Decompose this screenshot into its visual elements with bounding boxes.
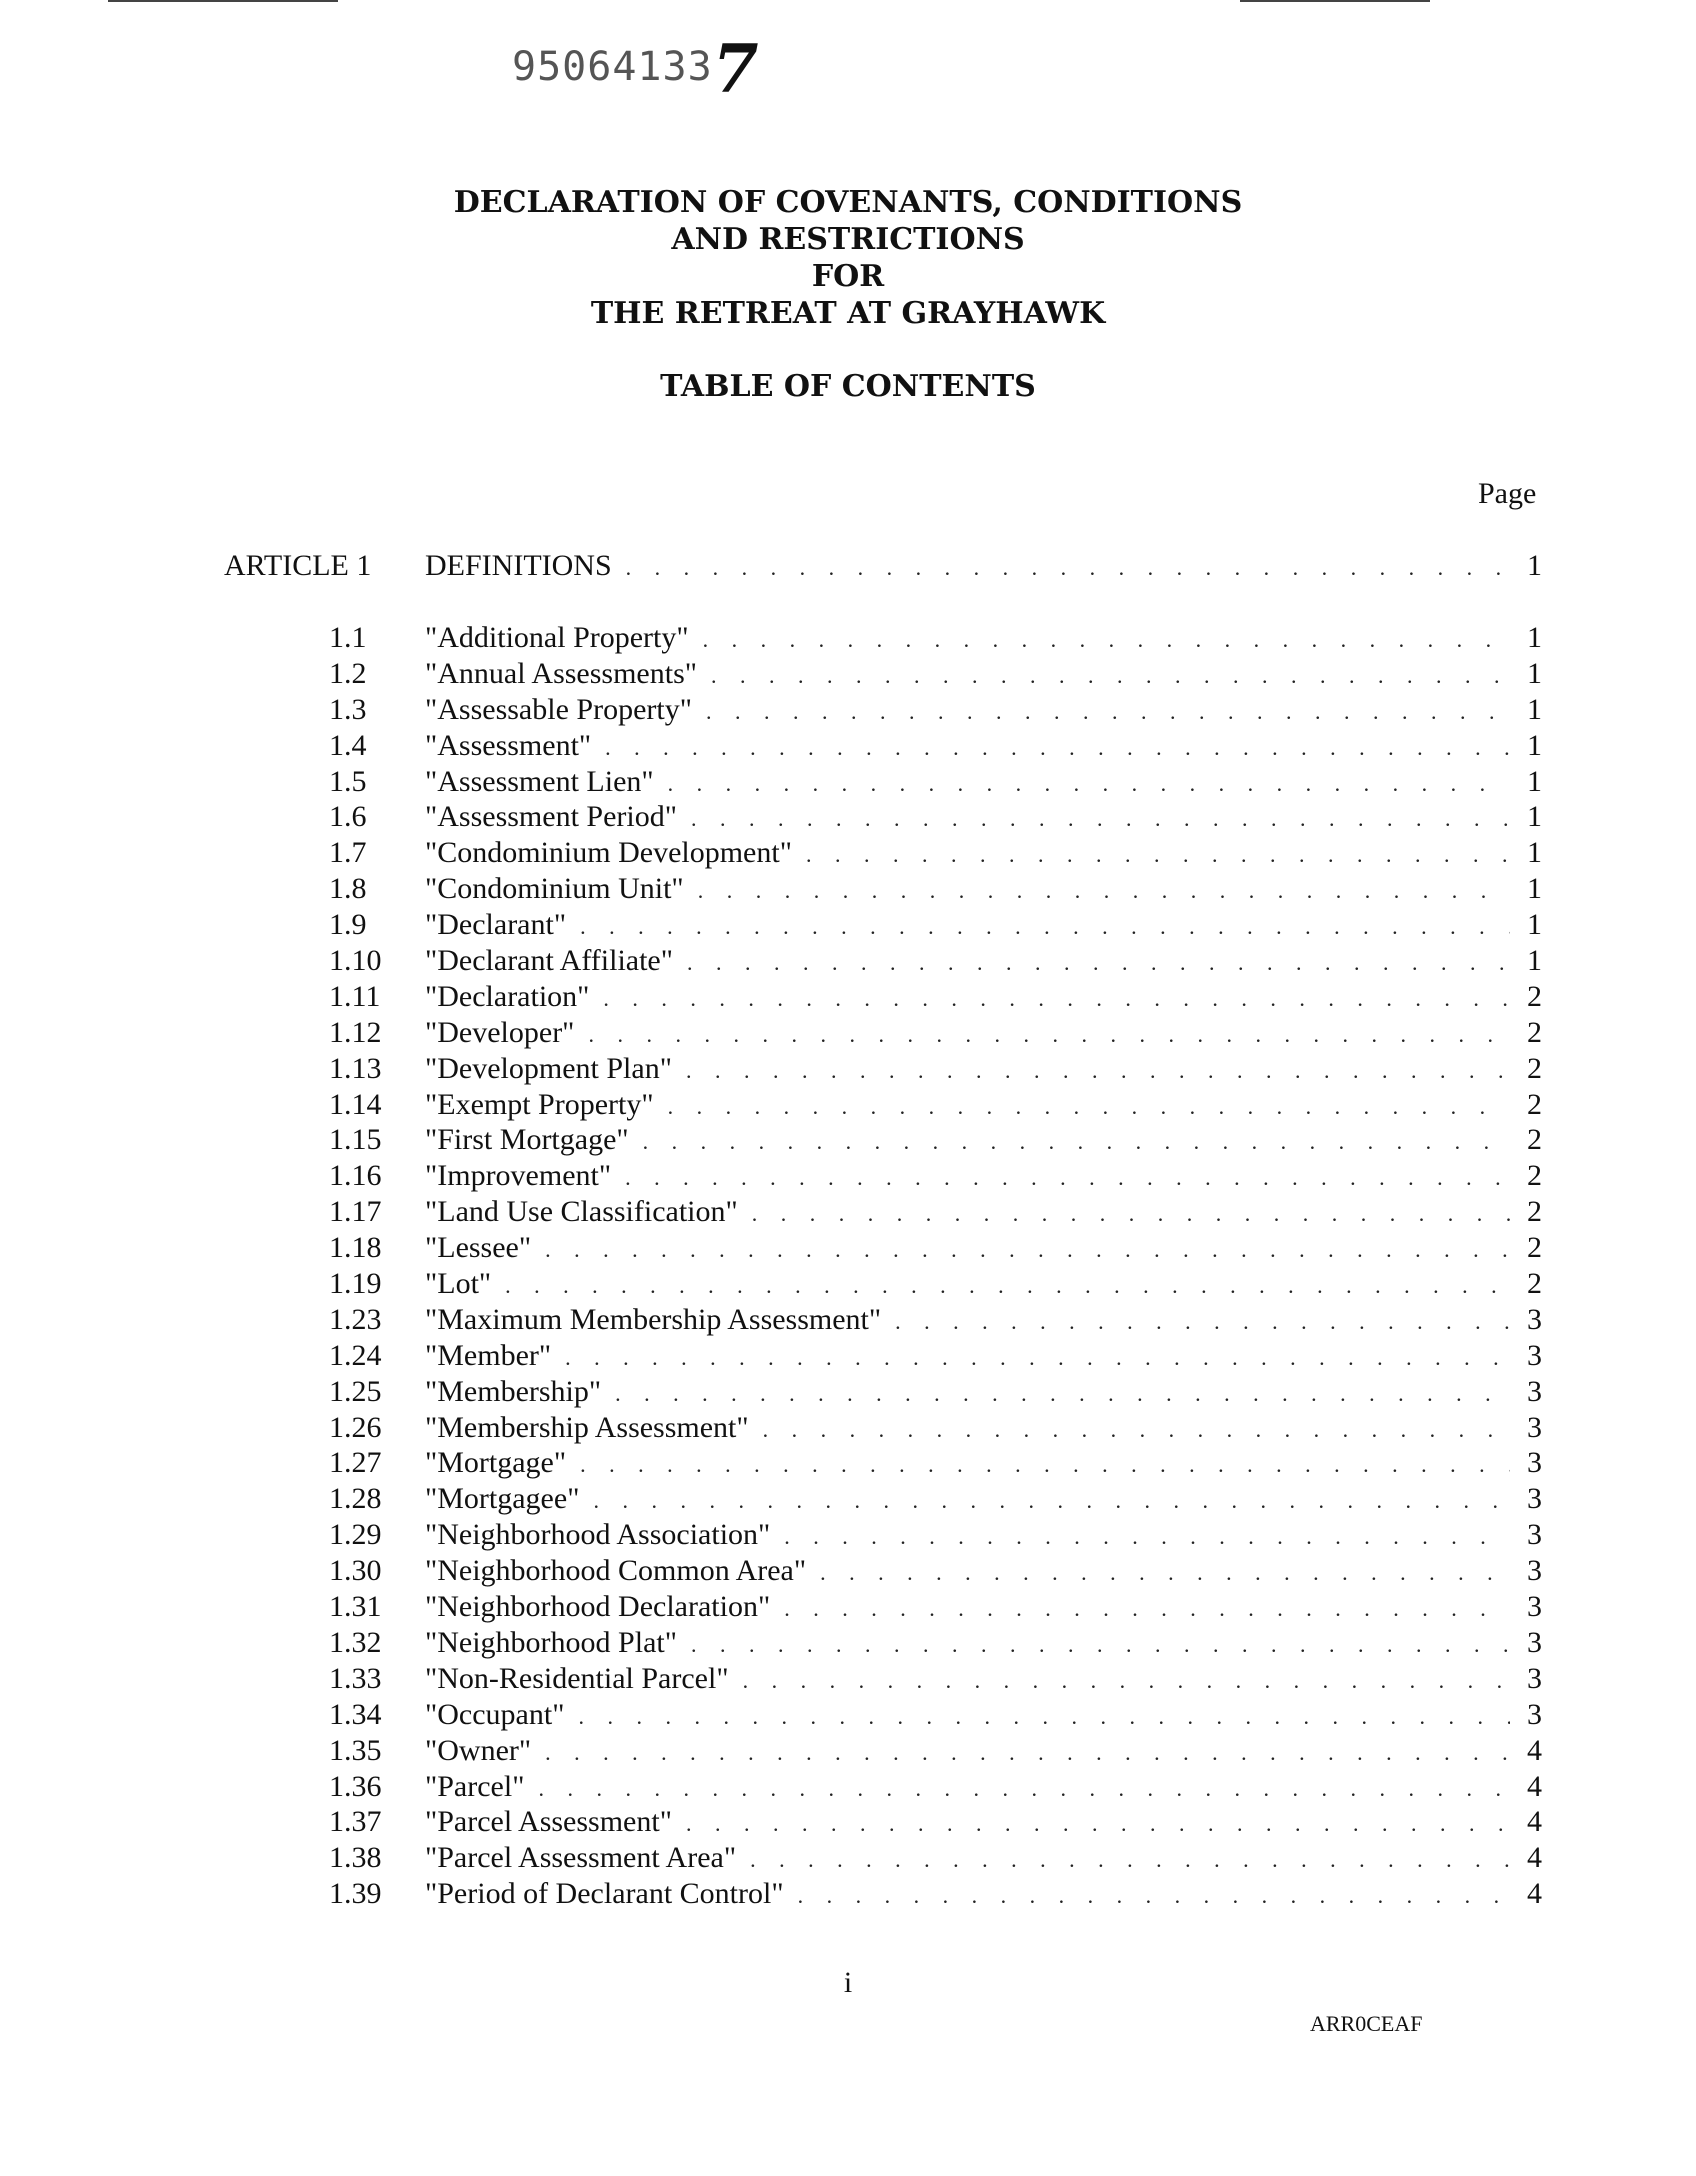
entry-title: "Membership Assessment" xyxy=(425,1410,749,1444)
entry-page: 4 xyxy=(1527,1733,1542,1767)
dot-leader xyxy=(691,806,1510,832)
entry-page: 3 xyxy=(1527,1446,1542,1480)
entry-page: 3 xyxy=(1527,1518,1542,1552)
entry-title: "Assessment" xyxy=(425,728,592,762)
toc-entry xyxy=(224,729,1542,765)
entry-number: 1.10 xyxy=(329,944,382,978)
entry-page: 3 xyxy=(1527,1661,1542,1695)
toc-entry xyxy=(224,1195,1542,1231)
toc-entry xyxy=(224,944,1542,980)
toc-entry xyxy=(224,980,1542,1016)
entry-number: 1.24 xyxy=(329,1338,382,1372)
entry-title: "Mortgagee" xyxy=(425,1482,580,1516)
toc-entry xyxy=(224,1303,1542,1339)
entry-title: "First Mortgage" xyxy=(425,1123,629,1157)
entry-page: 1 xyxy=(1527,836,1542,870)
entry-page: 4 xyxy=(1527,1841,1542,1875)
entry-number: 1.4 xyxy=(329,728,367,762)
scan-edge-line-right xyxy=(1240,0,1430,2)
entry-title: "Neighborhood Plat" xyxy=(425,1625,677,1659)
dot-leader xyxy=(784,1596,1510,1622)
dot-leader xyxy=(505,1273,1510,1299)
page-folio: i xyxy=(843,1966,853,1999)
title-line-3: FOR xyxy=(811,259,885,294)
entry-title: "Period of Declarant Control" xyxy=(425,1877,784,1911)
entry-title: "Member" xyxy=(425,1338,552,1372)
entry-number: 1.1 xyxy=(329,621,367,654)
dot-leader xyxy=(593,1488,1510,1514)
entry-page: 1 xyxy=(1527,908,1542,942)
entry-number: 1.23 xyxy=(329,1302,382,1336)
entry-number: 1.7 xyxy=(329,836,367,870)
toc-entry xyxy=(224,1841,1542,1877)
entry-page: 2 xyxy=(1527,1123,1542,1157)
entry-number: 1.28 xyxy=(329,1482,382,1516)
entry-title: "Occupant" xyxy=(425,1697,565,1731)
toc-entry xyxy=(224,1554,1542,1590)
entry-title: "Condominium Development" xyxy=(425,836,792,870)
toc-entry xyxy=(224,1267,1542,1303)
article-title: DEFINITIONS xyxy=(425,549,612,582)
entry-number: 1.25 xyxy=(329,1374,382,1408)
entry-title: "Non-Residential Parcel" xyxy=(425,1661,729,1695)
entry-number: 1.34 xyxy=(329,1697,382,1731)
entry-title: "Condominium Unit" xyxy=(425,872,684,906)
entry-page: 1 xyxy=(1527,692,1542,726)
entry-title: "Development Plan" xyxy=(425,1051,672,1085)
entry-page: 3 xyxy=(1527,1625,1542,1659)
entry-page: 1 xyxy=(1527,764,1542,798)
entry-number: 1.35 xyxy=(329,1733,382,1767)
entry-number: 1.39 xyxy=(329,1877,382,1911)
entry-number: 1.33 xyxy=(329,1661,382,1695)
entry-title: "Neighborhood Common Area" xyxy=(425,1554,807,1588)
entry-number: 1.8 xyxy=(329,872,367,906)
entry-number: 1.11 xyxy=(329,979,381,1013)
entry-number: 1.30 xyxy=(329,1554,382,1588)
dot-leader xyxy=(545,1740,1510,1766)
entry-number: 1.3 xyxy=(329,692,367,726)
dot-leader xyxy=(538,1776,1510,1802)
entry-page: 3 xyxy=(1527,1338,1542,1372)
toc-entries xyxy=(224,621,1542,1913)
entry-number: 1.14 xyxy=(329,1087,382,1121)
dot-leader xyxy=(743,1668,1510,1694)
handwritten-digit: 7 xyxy=(712,30,760,108)
dot-leader xyxy=(578,1704,1510,1730)
entry-page: 2 xyxy=(1527,1267,1542,1301)
entry-page: 1 xyxy=(1527,800,1542,834)
dot-leader xyxy=(711,663,1510,689)
toc-entry xyxy=(224,1052,1542,1088)
entry-title: "Neighborhood Association" xyxy=(425,1518,771,1552)
toc-entry xyxy=(224,657,1542,693)
dot-leader xyxy=(643,1129,1510,1155)
entry-title: "Assessment Lien" xyxy=(425,764,654,798)
toc-entry xyxy=(224,1698,1542,1734)
toc-entry xyxy=(224,1123,1542,1159)
entry-title: "Annual Assessments" xyxy=(425,656,697,690)
toc-entry xyxy=(224,1446,1542,1482)
toc-entry xyxy=(224,1016,1542,1052)
dot-leader xyxy=(603,986,1510,1012)
entry-number: 1.38 xyxy=(329,1841,382,1875)
recording-number-stamp xyxy=(512,18,760,108)
entry-number: 1.5 xyxy=(329,764,367,798)
entry-number: 1.12 xyxy=(329,1015,382,1049)
toc-entry xyxy=(224,1482,1542,1518)
dot-leader xyxy=(698,878,1510,904)
dot-leader xyxy=(895,1309,1510,1335)
dot-leader xyxy=(798,1883,1510,1909)
entry-title: "Additional Property" xyxy=(425,621,689,654)
dot-leader xyxy=(784,1524,1510,1550)
scan-edge-line-left xyxy=(108,0,338,2)
dot-leader xyxy=(545,1237,1510,1263)
entry-title: "Neighborhood Declaration" xyxy=(425,1590,771,1624)
dot-leader xyxy=(806,842,1510,868)
entry-title: "Improvement" xyxy=(425,1159,612,1193)
toc-entry xyxy=(224,1518,1542,1554)
entry-title: "Developer" xyxy=(425,1015,575,1049)
dot-leader xyxy=(703,627,1510,653)
dot-leader xyxy=(605,735,1510,761)
toc-entry xyxy=(224,1231,1542,1267)
title-line-1: DECLARATION OF COVENANTS, CONDITIONS xyxy=(453,185,1243,220)
entry-page: 2 xyxy=(1527,979,1542,1013)
entry-page: 3 xyxy=(1527,1697,1542,1731)
entry-title: "Assessable Property" xyxy=(425,692,692,726)
document-code: ARR0CEAF xyxy=(1310,2011,1423,2036)
entry-title: "Land Use Classification" xyxy=(425,1195,738,1229)
toc-entry xyxy=(224,908,1542,944)
dot-leader xyxy=(668,771,1510,797)
entry-page: 3 xyxy=(1527,1374,1542,1408)
toc-entry xyxy=(224,621,1542,657)
dot-leader xyxy=(625,1165,1510,1191)
entry-page: 1 xyxy=(1527,872,1542,906)
entry-title: "Parcel" xyxy=(425,1769,525,1803)
entry-page: 4 xyxy=(1527,1877,1542,1911)
toc-entry xyxy=(224,836,1542,872)
entry-number: 1.32 xyxy=(329,1625,382,1659)
entry-page: 2 xyxy=(1527,1087,1542,1121)
toc-entry xyxy=(224,693,1542,729)
toc-entry xyxy=(224,1411,1542,1447)
dot-leader xyxy=(750,1847,1510,1873)
dot-leader xyxy=(763,1417,1510,1443)
entry-title: "Maximum Membership Assessment" xyxy=(425,1302,882,1336)
toc-entry xyxy=(224,800,1542,836)
entry-number: 1.27 xyxy=(329,1446,382,1480)
entry-number: 1.36 xyxy=(329,1769,382,1803)
entry-title: "Lessee" xyxy=(425,1231,532,1265)
dot-leader xyxy=(752,1201,1510,1227)
entry-number: 1.31 xyxy=(329,1590,382,1624)
entry-number: 1.19 xyxy=(329,1267,382,1301)
entry-page: 1 xyxy=(1527,944,1542,978)
entry-page: 2 xyxy=(1527,1231,1542,1265)
dot-leader xyxy=(565,1345,1510,1371)
document-title xyxy=(0,184,1696,332)
entry-page: 2 xyxy=(1527,1051,1542,1085)
article-row xyxy=(224,549,1542,589)
toc-entry xyxy=(224,1770,1542,1806)
dot-leader xyxy=(686,1811,1510,1837)
entry-page: 1 xyxy=(1527,621,1542,654)
entry-page: 4 xyxy=(1527,1769,1542,1803)
toc-entry xyxy=(224,1159,1542,1195)
entry-title: "Declarant Affiliate" xyxy=(425,944,673,978)
dot-leader xyxy=(615,1381,1510,1407)
entry-page: 1 xyxy=(1527,656,1542,690)
dot-leader xyxy=(687,950,1510,976)
entry-page: 2 xyxy=(1527,1159,1542,1193)
entry-title: "Assessment Period" xyxy=(425,800,677,834)
entry-number: 1.15 xyxy=(329,1123,382,1157)
title-line-4: THE RETREAT AT GRAYHAWK xyxy=(590,296,1106,331)
entry-page: 4 xyxy=(1527,1805,1542,1839)
toc-entry xyxy=(224,1626,1542,1662)
entry-title: "Declaration" xyxy=(425,979,590,1013)
toc-entry xyxy=(224,765,1542,801)
entry-title: "Parcel Assessment Area" xyxy=(425,1841,737,1875)
entry-number: 1.13 xyxy=(329,1051,382,1085)
stamp-number: 95064133 xyxy=(512,44,713,90)
page-column-label: Page xyxy=(1478,477,1537,510)
toc-entry xyxy=(224,872,1542,908)
entry-title: "Declarant" xyxy=(425,908,567,942)
entry-title: "Owner" xyxy=(425,1733,532,1767)
toc-entry xyxy=(224,1590,1542,1626)
toc-entry xyxy=(224,1662,1542,1698)
entry-page: 3 xyxy=(1527,1302,1542,1336)
entry-title: "Mortgage" xyxy=(425,1446,567,1480)
dot-leader xyxy=(820,1560,1510,1586)
entry-number: 1.29 xyxy=(329,1518,382,1552)
entry-title: "Exempt Property" xyxy=(425,1087,654,1121)
entry-page: 2 xyxy=(1527,1195,1542,1229)
entry-number: 1.6 xyxy=(329,800,367,834)
article-number: ARTICLE 1 xyxy=(224,549,372,582)
toc-entry xyxy=(224,1339,1542,1375)
dot-leader xyxy=(686,1058,1510,1084)
toc-heading: TABLE OF CONTENTS xyxy=(660,369,1036,404)
title-line-2: AND RESTRICTIONS xyxy=(671,222,1025,257)
dot-leader xyxy=(588,1022,1510,1048)
dot-leader xyxy=(580,1452,1510,1478)
entry-number: 1.9 xyxy=(329,908,367,942)
entry-number: 1.2 xyxy=(329,656,367,690)
entry-title: "Membership" xyxy=(425,1374,602,1408)
dot-leader xyxy=(626,555,1510,581)
entry-number: 1.26 xyxy=(329,1410,382,1444)
entry-number: 1.37 xyxy=(329,1805,382,1839)
toc-entry xyxy=(224,1877,1542,1913)
toc-entry xyxy=(224,1805,1542,1841)
entry-number: 1.18 xyxy=(329,1231,382,1265)
entry-page: 3 xyxy=(1527,1482,1542,1516)
toc-entry xyxy=(224,1734,1542,1770)
entry-title: "Parcel Assessment" xyxy=(425,1805,672,1839)
dot-leader xyxy=(706,699,1510,725)
dot-leader xyxy=(668,1094,1510,1120)
toc-entry xyxy=(224,1088,1542,1124)
entry-number: 1.17 xyxy=(329,1195,382,1229)
entry-page: 3 xyxy=(1527,1410,1542,1444)
entry-page: 1 xyxy=(1527,728,1542,762)
entry-title: "Lot" xyxy=(425,1267,492,1301)
dot-leader xyxy=(580,914,1510,940)
entry-page: 2 xyxy=(1527,1015,1542,1049)
article-page: 1 xyxy=(1527,549,1542,582)
entry-page: 3 xyxy=(1527,1554,1542,1588)
entry-page: 3 xyxy=(1527,1590,1542,1624)
entry-number: 1.16 xyxy=(329,1159,382,1193)
toc-entry xyxy=(224,1375,1542,1411)
dot-leader xyxy=(691,1632,1510,1658)
